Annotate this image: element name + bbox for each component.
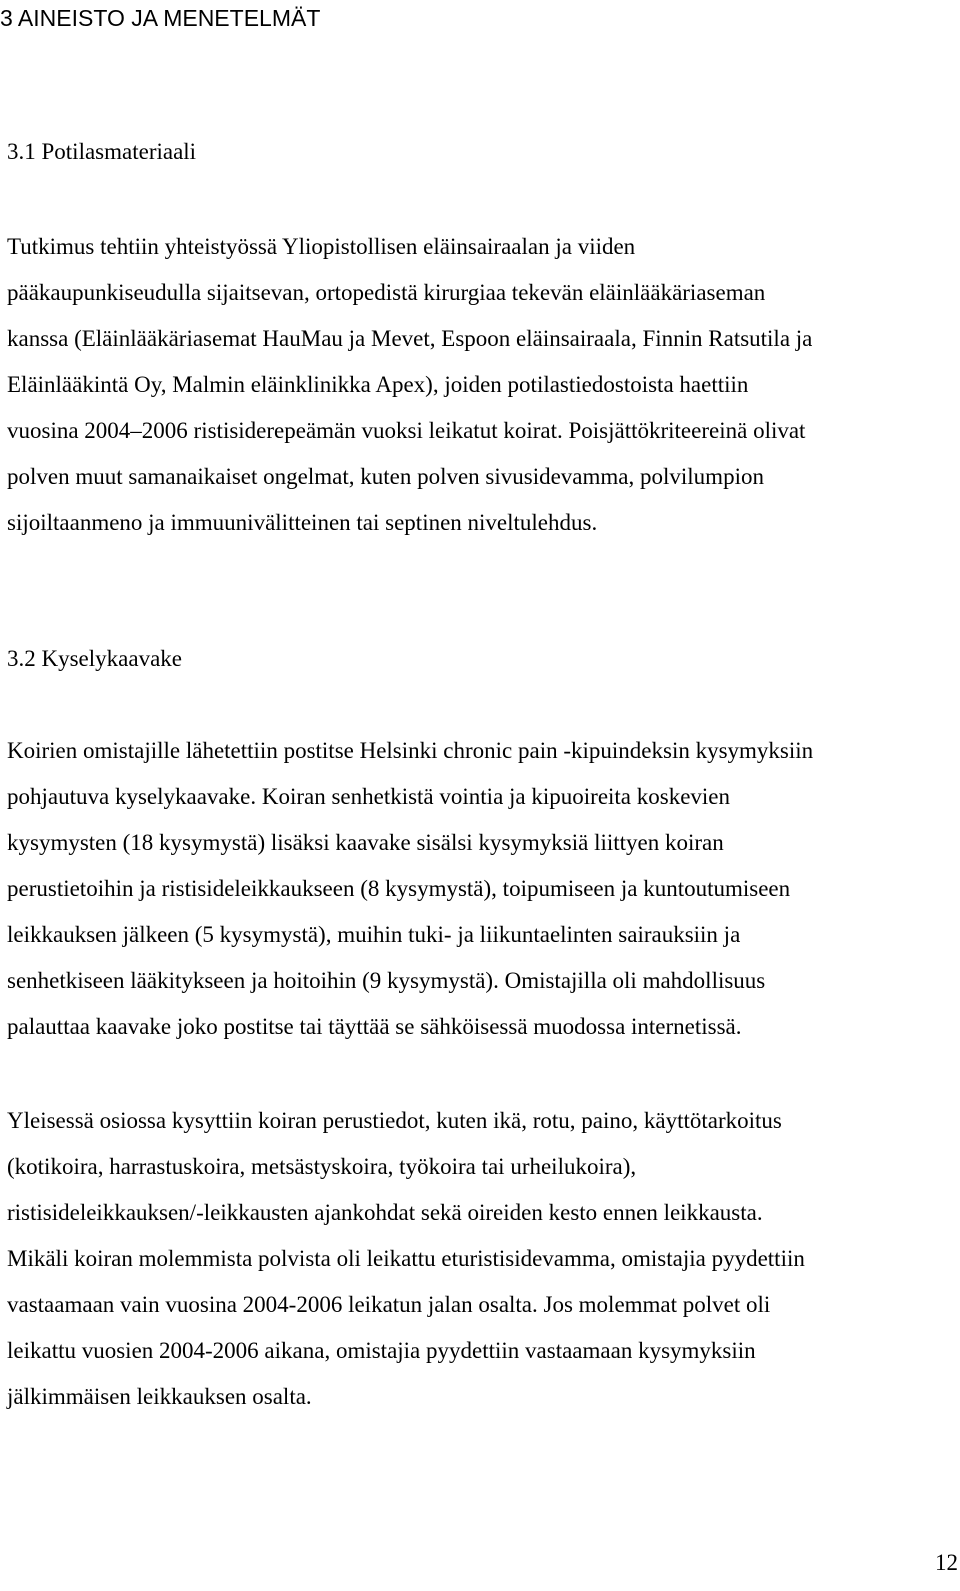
text-line: perustietoihin ja ristisideleikkaukseen (8 kysymystä), toipumiseen ja kuntoutumiseen xyxy=(7,876,791,901)
page-number: 12 xyxy=(935,1550,958,1575)
text-line: pääkaupunkiseudulla sijaitsevan, ortopedistä kirurgiaa tekevän eläinlääkäriaseman xyxy=(7,280,766,305)
text-line: pohjautuva kyselykaavake. Koiran senhetkistä vointia ja kipuoireita koskevien xyxy=(7,784,731,809)
text-line: (kotikoira, harrastuskoira, metsästyskoira, työkoira tai urheilukoira), xyxy=(7,1154,637,1179)
section-heading-potilasmateriaali: 3.1 Potilasmateriaali xyxy=(7,139,197,164)
paragraph-yleinen-osio xyxy=(7,1098,955,1420)
text-line: polven muut samanaikaiset ongelmat, kuten polven sivusidevamma, polvilumpion xyxy=(7,464,764,489)
text-line: ristisideleikkauksen/-leikkausten ajankohdat sekä oireiden kesto ennen leikkausta. xyxy=(7,1200,763,1225)
text-line: Mikäli koiran molemmista polvista oli leikattu eturistisidevamma, omistajia pyydettiin xyxy=(7,1246,805,1271)
text-line: kysymysten (18 kysymystä) lisäksi kaavake sisälsi kysymyksiä liittyen koiran xyxy=(7,830,724,855)
text-line: palauttaa kaavake joko postitse tai täyttää se sähköisessä muodossa internetissä. xyxy=(7,1014,742,1039)
text-line: leikattu vuosien 2004-2006 aikana, omistajia pyydettiin vastaamaan kysymyksiin xyxy=(7,1338,756,1363)
paragraph-kyselykaavake xyxy=(7,728,955,1050)
text-line: Koirien omistajille lähetettiin postitse Helsinki chronic pain -kipuindeksin kysymyksiin xyxy=(7,738,814,763)
text-line: Yleisessä osiossa kysyttiin koiran perustiedot, kuten ikä, rotu, paino, käyttötarkoitus xyxy=(7,1108,782,1133)
text-line: Eläinlääkintä Oy, Malmin eläinklinikka Apex), joiden potilastiedostoista haettiin xyxy=(7,372,749,397)
text-line: sijoiltaanmeno ja immuunivälitteinen tai septinen niveltulehdus. xyxy=(7,510,598,535)
chapter-title: 3 AINEISTO JA MENETELMÄT xyxy=(0,5,321,31)
text-line: Tutkimus tehtiin yhteistyössä Yliopistollisen eläinsairaalan ja viiden xyxy=(7,234,636,259)
text-line: vastaamaan vain vuosina 2004-2006 leikatun jalan osalta. Jos molemmat polvet oli xyxy=(7,1292,771,1317)
paragraph-potilasmateriaali xyxy=(7,224,955,546)
text-line: leikkauksen jälkeen (5 kysymystä), muihin tuki- ja liikuntaelinten sairauksiin ja xyxy=(7,922,741,947)
text-line: jälkimmäisen leikkauksen osalta. xyxy=(7,1384,312,1409)
section-heading-kyselykaavake: 3.2 Kyselykaavake xyxy=(7,646,182,671)
text-line: senhetkiseen lääkitykseen ja hoitoihin (9 kysymystä). Omistajilla oli mahdollisuus xyxy=(7,968,766,993)
text-line: kanssa (Eläinlääkäriasemat HauMau ja Mevet, Espoon eläinsairaala, Finnin Ratsutila ja xyxy=(7,326,813,351)
text-line: vuosina 2004–2006 ristisiderepeämän vuoksi leikatut koirat. Poisjättökriteereinä olivat xyxy=(7,418,806,443)
